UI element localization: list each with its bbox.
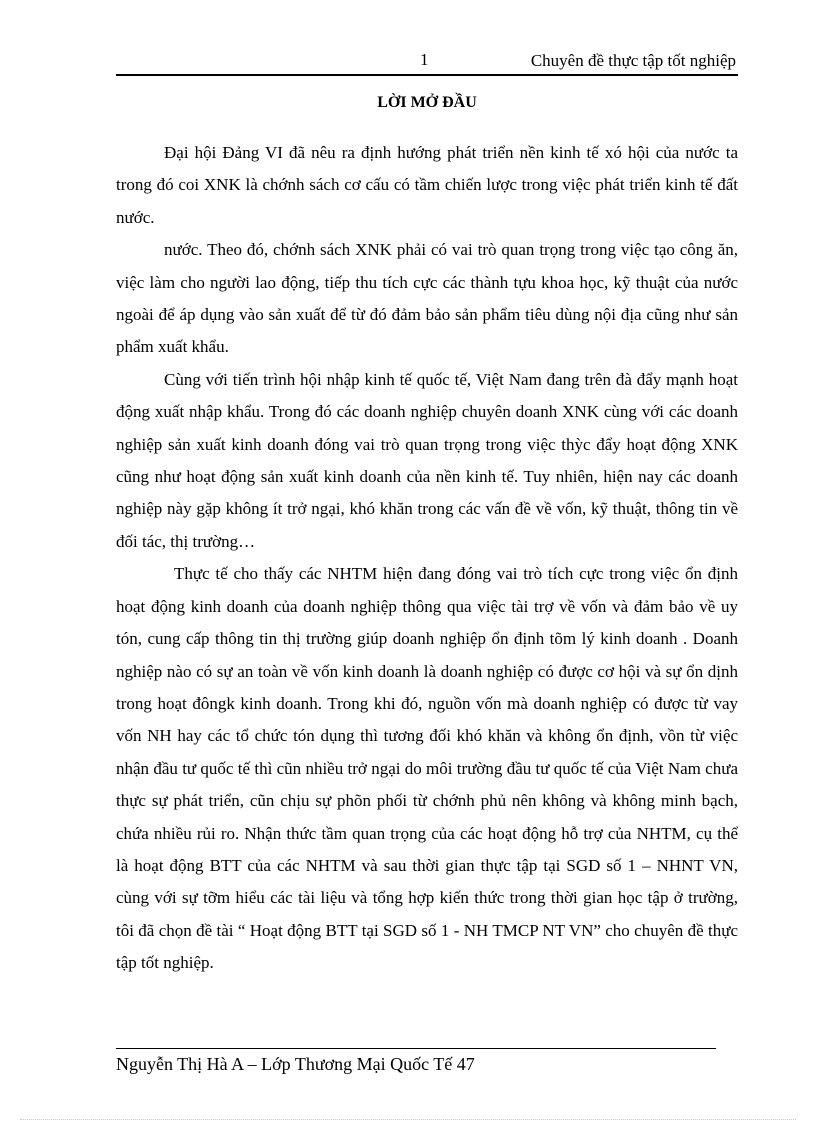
header-title: Chuyên đề thực tập tốt nghiệp (530, 51, 736, 70)
page-footer: Nguyễn Thị Hà A – Lớp Thương Mại Quốc Tế 47 (116, 1054, 475, 1074)
header-rule (116, 74, 738, 76)
footer-rule (116, 1048, 716, 1049)
page-bottom-dotted-line (20, 1119, 796, 1120)
page-number: 1 (420, 50, 429, 69)
paragraph: Cùng với tiến trình hội nhập kinh tế quốc tế, Việt Nam đang trên đà đẩy mạnh hoạt động xuất nhập khẩu. Trong đó các doanh nghiệp chuyên doanh XNK cùng với các doanh nghiệp sản xuất kinh doanh đóng vai trò quan trọng trong việc thỳc đẩy hoạt động XNK cũng như hoạt động sản xuất kinh doanh của nền kinh tế. Tuy nhiên, hiện nay các doanh nghiệp này gặp không ít trở ngại, khó khăn trong các vấn đề về vốn, kỹ thuật, thông tin về đối tác, thị trường… (116, 369, 738, 551)
paragraph: nước. Theo đó, chớnh sách XNK phải có vai trò quan trọng trong việc tạo công ăn, việc làm cho người lao động, tiếp thu tích cực các thành tựu khoa học, kỹ thuật của nước ngoài để áp dụng vào sản xuất để từ đó đảm bảo sản phẩm tiêu dùng nội địa cũng như sản phẩm xuất khẩu. (116, 240, 738, 357)
page-header (116, 50, 738, 72)
paragraph: Đại hội Đảng VI đã nêu ra định hướng phát triển nền kinh tế xó hội của nước ta trong đó coi XNK là chớnh sách cơ cấu có tầm chiến lược trong việc phát triển kinh tế đất nước. (116, 143, 738, 227)
document-body (116, 137, 738, 980)
paragraph: Thực tế cho thấy các NHTM hiện đang đóng vai trò tích cực trong việc ổn định hoạt động kinh doanh của doanh nghiệp thông qua việc tài trợ về vốn và đảm bảo về uy tón, cung cấp thông tin thị trường giúp doanh nghiệp ổn định tõm lý kinh doanh . Doanh nghiệp nào có sự an toàn về vốn kinh doanh là doanh nghiệp có được cơ hội và sự ổn dịnh trong hoạt đôngk kinh doanh. Trong khi đó, nguồn vốn mà doanh nghiệp có được từ vay vốn NH hay các tổ chức tón dụng thì tương đối khó khăn và không ổn định, vồn từ việc nhận đầu tư quốc tế thì cũn nhiều trở ngại do môi trường đầu tư quốc tế của Việt Nam chưa thực sự phát triển, cũn chịu sự phõn phối từ chớnh phủ nên không và không minh bạch, chứa nhiều rủi ro. Nhận thức tầm quan trọng của các hoạt động hỗ trợ của NHTM, cụ thể là hoạt động BTT của các NHTM và sau thời gian thực tập tại SGD số 1 – NHNT VN, cùng với sự tỡm hiểu các tài liệu và tổng hợp kiến thức trong thời gian học tập ở trường, tôi đã chọn đề tài “ Hoạt động BTT tại SGD số 1 - NH TMCP NT VN” cho chuyên đề thực tập tốt nghiệp. (116, 564, 738, 973)
document-title: LỜI MỞ ĐẦU (377, 94, 477, 111)
